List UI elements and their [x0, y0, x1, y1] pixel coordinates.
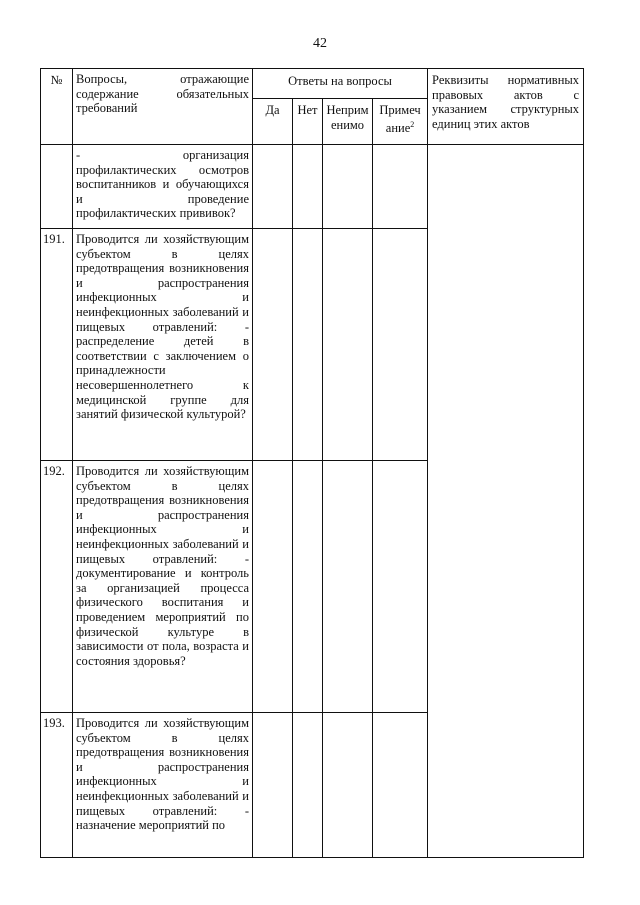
- answer-yes-cell[interactable]: [253, 461, 293, 713]
- row-number: [41, 145, 73, 229]
- header-yes: Да: [253, 99, 293, 145]
- answer-note-cell[interactable]: [373, 229, 428, 461]
- header-answers: Ответы на вопросы: [253, 69, 428, 99]
- header-num: №: [41, 69, 73, 145]
- answer-note-cell[interactable]: [373, 145, 428, 229]
- answer-na-cell[interactable]: [323, 145, 373, 229]
- row-question: Проводится ли хозяйствующим субъектом в целях предотвращения возникновения и распространения инфекционных и неинфекционных заболеваний и пищевых отравлений: - назначение мероприятий по: [73, 713, 253, 858]
- answer-note-cell[interactable]: [373, 461, 428, 713]
- page-number: 42: [313, 36, 327, 51]
- header-requisites: Реквизиты нормативных правовых актов с указанием структурных единиц этих актов: [428, 69, 584, 145]
- answer-yes-cell[interactable]: [253, 229, 293, 461]
- answer-no-cell[interactable]: [293, 461, 323, 713]
- row-question: Проводится ли хозяйствующим субъектом в целях предотвращения возникновения и распространения инфекционных и неинфекционных заболеваний и пищевых отравлений: - распределение детей в соответствии с заключением о принадлежности несовершеннолетнего к медицинской группе для занятий физической культурой?: [73, 229, 253, 461]
- requirements-table: [40, 68, 584, 858]
- requisites-cell[interactable]: [428, 145, 584, 858]
- header-questions: Вопросы, отражающие содержание обязательных требований: [73, 69, 253, 145]
- row-question: - организация профилактических осмотров воспитанников и обучающихся и проведение профилактических прививок?: [73, 145, 253, 229]
- header-note: [373, 99, 428, 145]
- answer-na-cell[interactable]: [323, 461, 373, 713]
- row-number: 192.: [41, 461, 73, 713]
- answer-no-cell[interactable]: [293, 713, 323, 858]
- answer-note-cell[interactable]: [373, 713, 428, 858]
- header-note-text: Примеч ание: [379, 103, 421, 135]
- answer-no-cell[interactable]: [293, 229, 323, 461]
- row-number: 193.: [41, 713, 73, 858]
- header-not-applicable: Неприм енимо: [323, 99, 373, 145]
- row-number: 191.: [41, 229, 73, 461]
- header-no: Нет: [293, 99, 323, 145]
- answer-yes-cell[interactable]: [253, 713, 293, 858]
- header-note-footnote: 2: [410, 119, 415, 129]
- answer-na-cell[interactable]: [323, 713, 373, 858]
- answer-na-cell[interactable]: [323, 229, 373, 461]
- answer-yes-cell[interactable]: [253, 145, 293, 229]
- table-row: [41, 145, 584, 229]
- row-question: Проводится ли хозяйствующим субъектом в целях предотвращения возникновения и распространения инфекционных и неинфекционных заболеваний и пищевых отравлений: - документирование и контроль за организацией процесса физического воспитания и проведением мероприятий по физической культуре в зависимости от пола, возраста и состояния здоровья?: [73, 461, 253, 713]
- answer-no-cell[interactable]: [293, 145, 323, 229]
